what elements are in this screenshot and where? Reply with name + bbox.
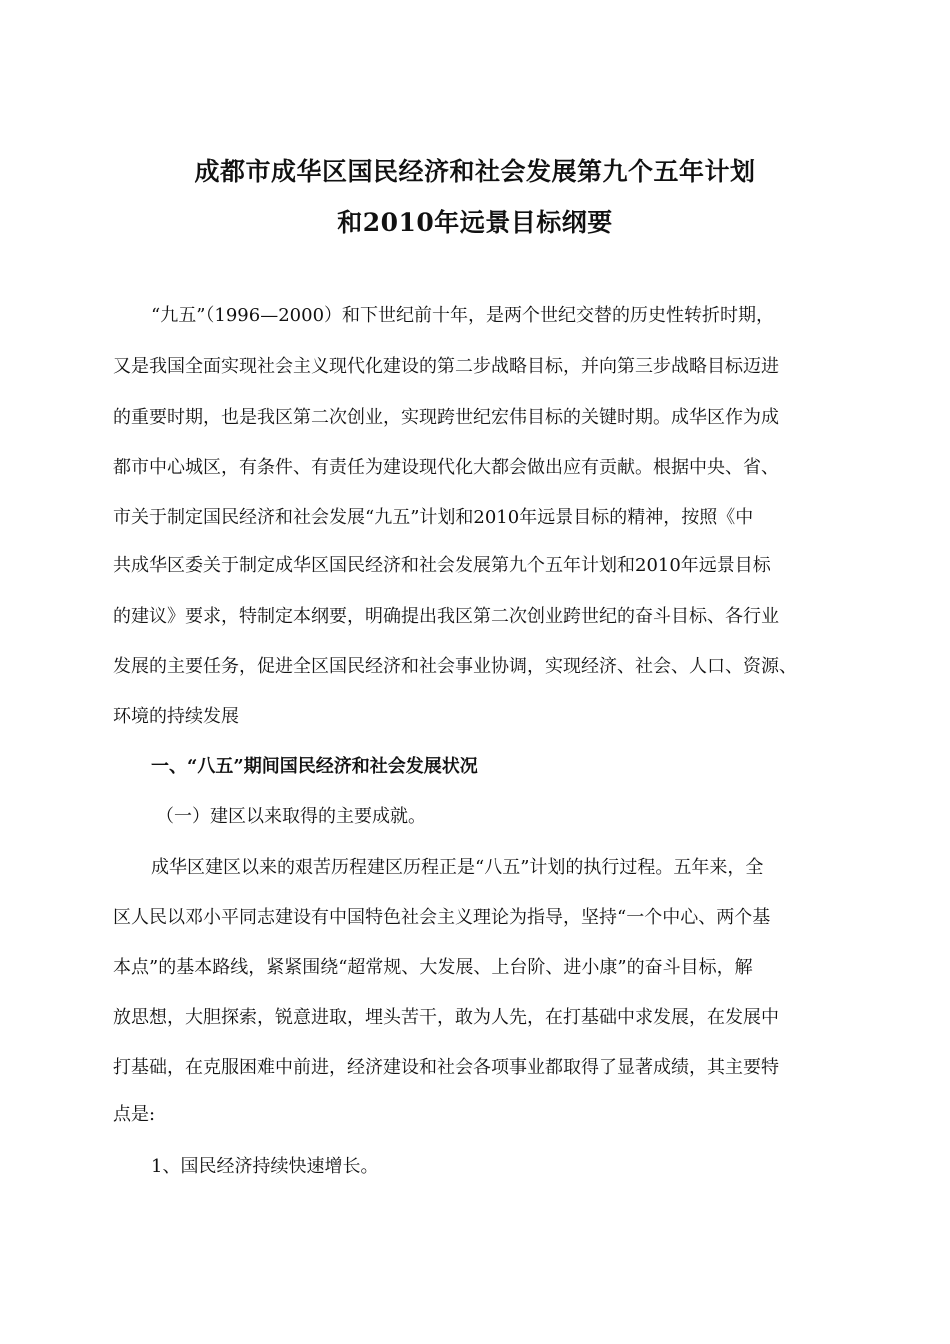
intro-line: “九五”（1996—2000）和下世纪前十年，是两个世纪交替的历史性转折时期， [151, 305, 775, 326]
body-line: 点是: [113, 1104, 156, 1125]
section-heading: 一、“八五”期间国民经济和社会发展状况 [151, 756, 478, 777]
body-line: 本点”的基本路线，紧紧围绕“超常规、大发展、上台阶、进小康”的奋斗目标，解 [113, 957, 753, 978]
intro-line: 市关于制定国民经济和社会发展“九五”计划和2010年远景目标的精神，按照《中 [113, 507, 754, 528]
intro-line: 都市中心城区，有条件、有责任为建设现代化大都会做出应有贡献。根据中央、省、 [113, 457, 779, 478]
document-title-line-1: 成都市成华区国民经济和社会发展第九个五年计划 [194, 157, 756, 186]
intro-line: 的重要时期，也是我区第二次创业，实现跨世纪宏伟目标的关键时期。成华区作为成 [113, 407, 779, 428]
point-item: 1、国民经济持续快速增长。 [151, 1156, 379, 1177]
body-line: 成华区建区以来的艰苦历程建区历程正是“八五”计划的执行过程。五年来，全 [151, 857, 764, 878]
body-line: 打基础，在克服困难中前进，经济建设和社会各项事业都取得了显著成绩，其主要特 [113, 1057, 779, 1078]
subsection-heading: （一）建区以来取得的主要成就。 [156, 806, 426, 827]
body-line: 放思想，大胆探索，锐意进取，埋头苦干，敢为人先，在打基础中求发展，在发展中 [113, 1007, 779, 1028]
document-title-line-2: 和2010年远景目标纲要 [337, 208, 613, 237]
intro-line: 又是我国全面实现社会主义现代化建设的第二步战略目标，并向第三步战略目标迈进 [113, 356, 779, 377]
intro-line: 共成华区委关于制定成华区国民经济和社会发展第九个五年计划和2010年远景目标 [113, 555, 771, 576]
intro-line: 环境的持续发展 [113, 706, 239, 727]
intro-line: 的建议》要求，特制定本纲要，明确提出我区第二次创业跨世纪的奋斗目标、各行业 [113, 606, 779, 627]
intro-line: 发展的主要任务，促进全区国民经济和社会事业协调，实现经济、社会、人口、资源、 [113, 656, 797, 677]
body-line: 区人民以邓小平同志建设有中国特色社会主义理论为指导，坚持“一个中心、两个基 [113, 907, 771, 928]
